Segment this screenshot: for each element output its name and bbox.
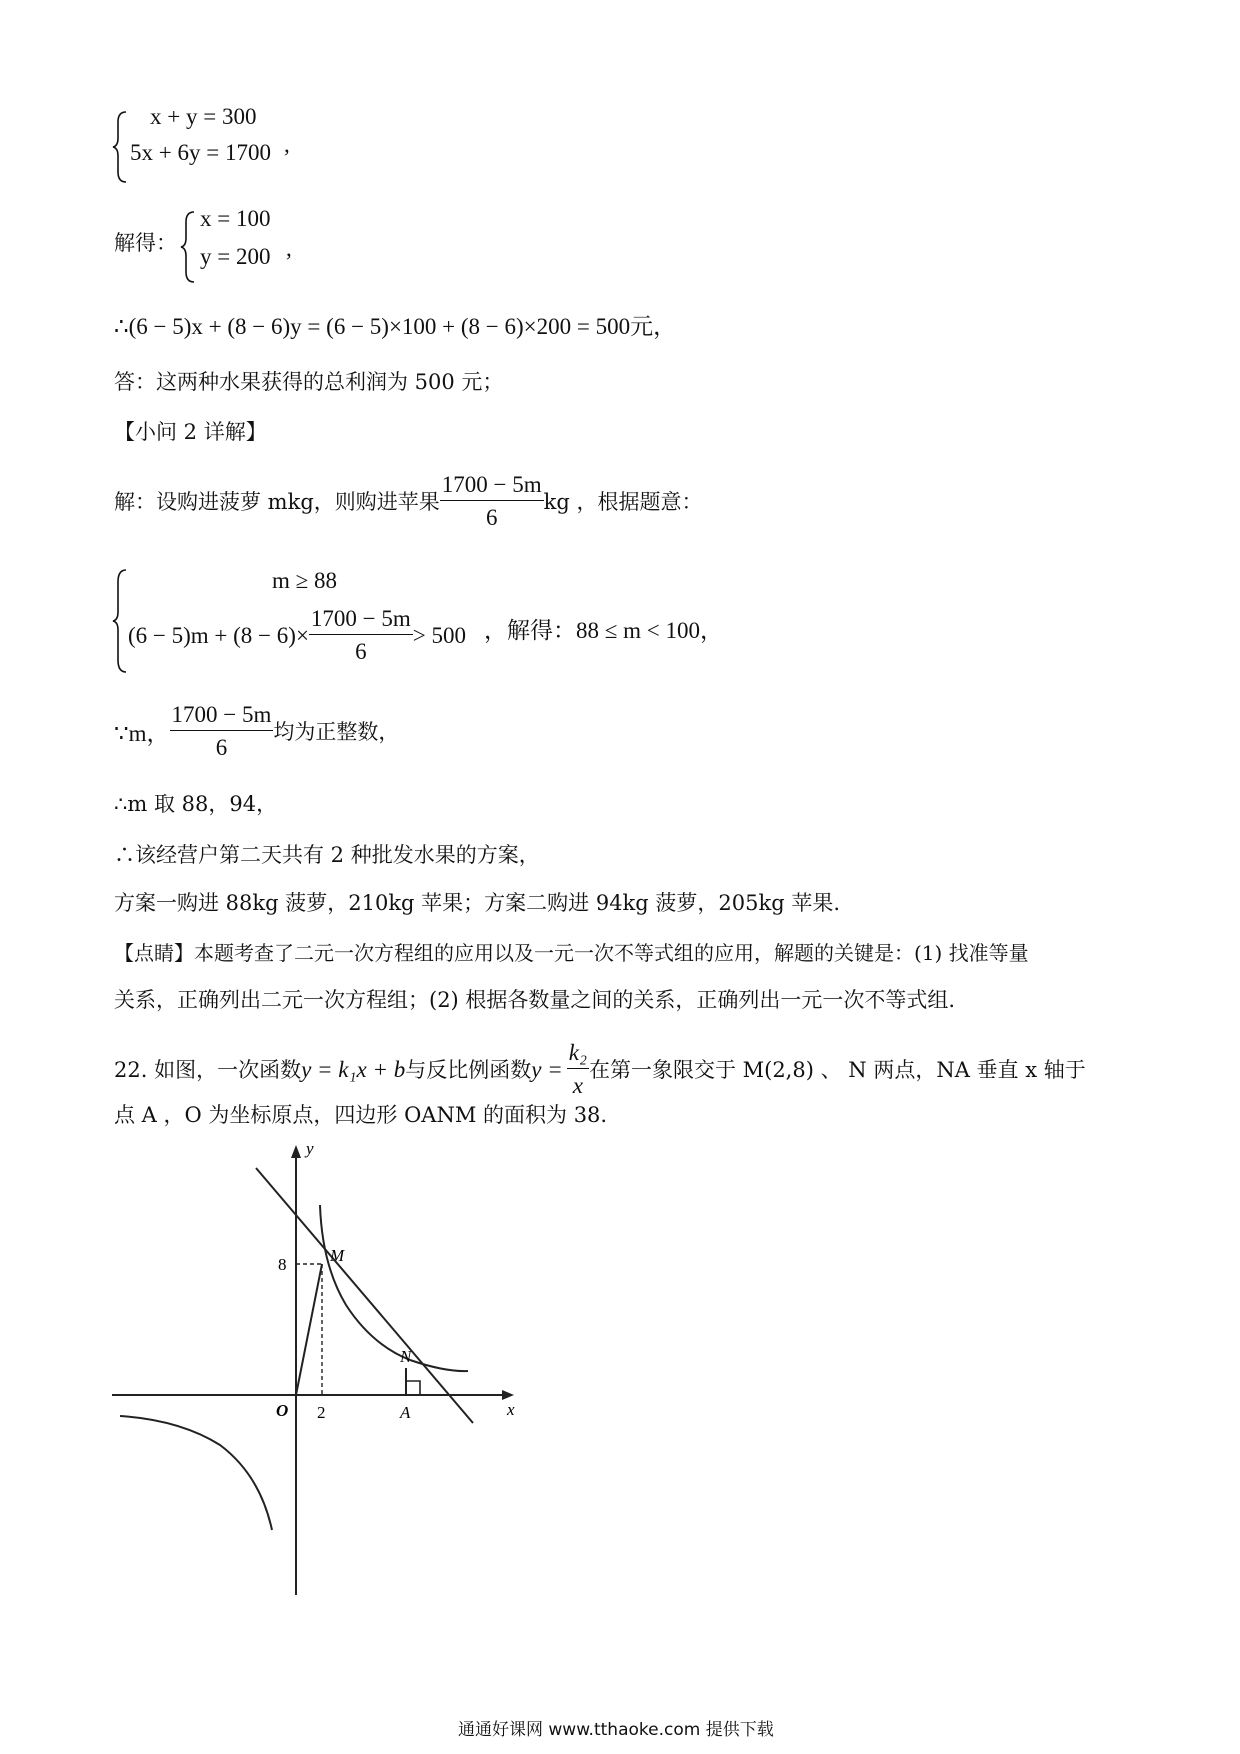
inequality-2-prefix: (6 − 5)m + (8 − 6)× xyxy=(128,622,309,648)
inverse-function-fraction xyxy=(567,1038,589,1101)
brace-icon xyxy=(180,210,196,284)
point-A-label: A xyxy=(400,1403,411,1422)
problem-text-a: 22. 如图，一次函数 xyxy=(114,1057,302,1082)
x-axis-label: x xyxy=(507,1400,515,1419)
fraction-denominator: 6 xyxy=(355,639,367,664)
hyperbola-branch-third-quadrant xyxy=(120,1416,272,1530)
therefore-line-1: ∴m 取 88，94， xyxy=(114,792,278,816)
inequality-result: ，解得：88 ≤ m < 100， xyxy=(484,618,723,643)
inequality-2-suffix: > 500 xyxy=(412,622,467,648)
setup-suffix: kg ，根据题意： xyxy=(543,489,703,514)
brace-icon xyxy=(112,568,128,674)
solve-label: 解得： xyxy=(114,231,177,255)
system1-eq2: 5x + 6y = 1700 xyxy=(130,140,271,165)
setup-prefix: 解：设购进菠萝 mkg，则购进苹果 xyxy=(114,489,440,514)
y-axis-arrow-icon xyxy=(291,1145,301,1158)
point-M-label: M xyxy=(330,1246,345,1265)
x-axis-arrow-icon xyxy=(502,1390,514,1400)
fraction-numerator: k₂ xyxy=(567,1038,589,1069)
tick-x-2-label: 2 xyxy=(317,1403,326,1422)
answer-line: 答：这两种水果获得的总利润为 500 元； xyxy=(114,370,504,394)
problem-text-e: 在第一象限交于 M(2,8) 、 N 两点，NA 垂直 x 轴于 xyxy=(588,1057,1086,1082)
fraction-denominator: 6 xyxy=(485,505,498,530)
fraction-denominator: 6 xyxy=(215,735,228,760)
inverse-function-lhs: y = xyxy=(531,1056,563,1082)
because-suffix: 均为正整数， xyxy=(273,719,400,744)
tick-y-8-label: 8 xyxy=(278,1255,287,1274)
function-graph-figure xyxy=(110,1140,550,1600)
problem-text-c: 与反比例函数 xyxy=(405,1057,532,1082)
because-fraction xyxy=(170,700,274,763)
setup-line xyxy=(114,470,702,533)
y-axis-label: y xyxy=(306,1140,314,1158)
because-prefix: ∵m， xyxy=(114,721,170,746)
right-angle-mark xyxy=(406,1381,420,1395)
inequality-2 xyxy=(128,604,466,667)
point-N-label: N xyxy=(400,1347,412,1366)
comment-line-1: 【点睛】本题考查了二元一次方程组的应用以及一元一次不等式组的应用，解题的关键是：(1) 找准等量 xyxy=(114,941,1029,965)
linear-function: y = k₁x + b xyxy=(301,1056,406,1082)
comment-line-2: 关系，正确列出二元一次方程组；(2) 根据各数量之间的关系，正确列出一元一次不等式组. xyxy=(114,988,956,1012)
linear-function-line xyxy=(256,1168,473,1423)
solution-comma: , xyxy=(286,236,292,261)
system1-eq1: x + y = 300 xyxy=(150,104,257,129)
fraction-numerator: 1700 − 5m xyxy=(170,700,274,731)
hyperbola-branch-first-quadrant xyxy=(320,1205,468,1371)
section-heading: 【小问 2 详解】 xyxy=(114,420,267,444)
system1-comma: , xyxy=(284,132,290,157)
solution-eq1: x = 100 xyxy=(200,206,271,231)
fraction-numerator: 1700 − 5m xyxy=(440,470,544,501)
fraction-numerator: 1700 − 5m xyxy=(309,604,413,635)
fraction-denominator: x xyxy=(572,1073,583,1098)
therefore-line-2: ∴该经营户第二天共有 2 种批发水果的方案， xyxy=(114,843,540,867)
setup-fraction xyxy=(440,470,544,533)
inequality-1: m ≥ 88 xyxy=(272,568,338,593)
solution-eq2: y = 200 xyxy=(200,244,271,269)
problem-22-line-2: 点 A ，O 为坐标原点，四边形 OANM 的面积为 38. xyxy=(114,1103,608,1127)
origin-label: O xyxy=(276,1401,289,1420)
segment-OM xyxy=(296,1264,322,1395)
problem-22-line-1 xyxy=(114,1038,1086,1101)
brace-icon xyxy=(112,110,128,184)
plans-line: 方案一购进 88kg 菠萝，210kg 苹果；方案二购进 94kg 菠萝，205kg 苹果. xyxy=(114,891,841,915)
page-footer: 通通好课网 www.tthaoke.com 提供下载 xyxy=(458,1720,774,1740)
inequality-fraction xyxy=(309,604,413,667)
profit-line: ∴(6 − 5)x + (8 − 6)y = (6 − 5)×100 + (8 − 6)×200 = 500元， xyxy=(114,314,677,339)
because-line xyxy=(114,700,399,763)
